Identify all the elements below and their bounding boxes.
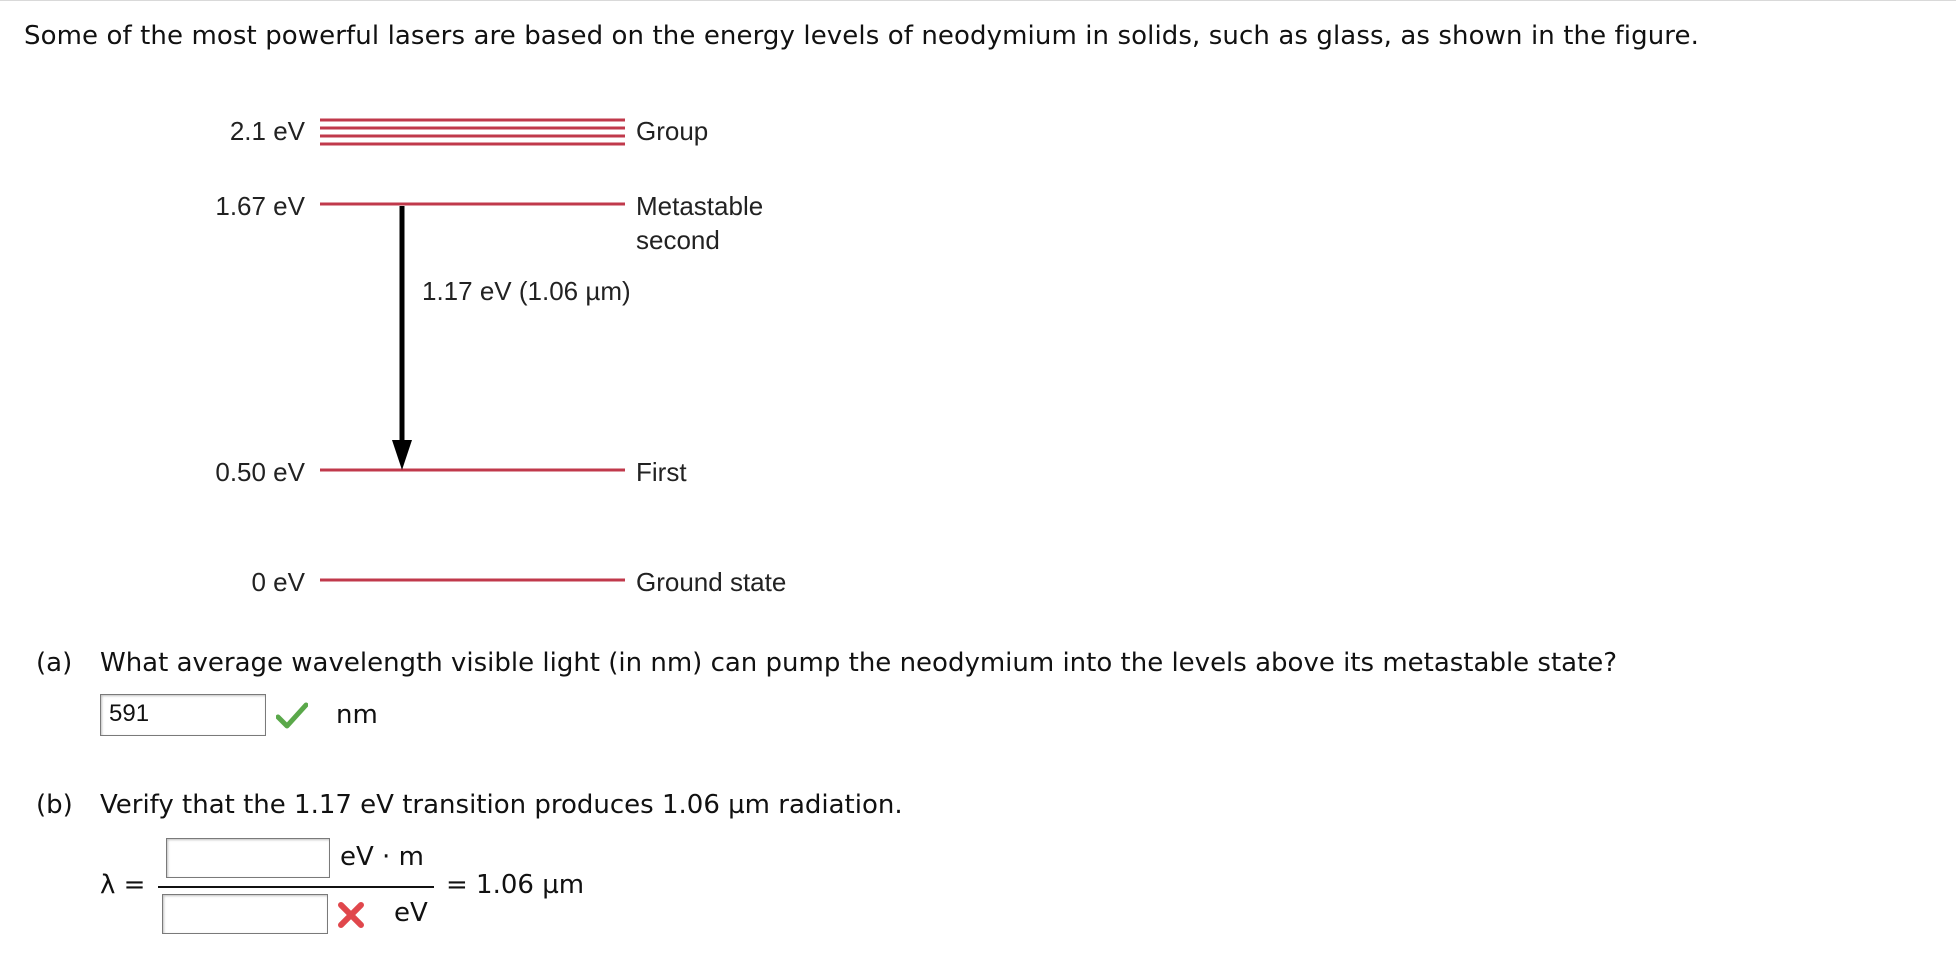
level-name-second: second	[636, 225, 720, 255]
energy-label-metastable: 1.67 eV	[215, 191, 305, 221]
part-b-text: Verify that the 1.17 eV transition produces 1.06 µm radiation.	[100, 790, 903, 820]
numerator-input[interactable]	[166, 838, 330, 878]
part-b-letter: (b)	[36, 790, 73, 820]
transition-label: 1.17 eV (1.06 µm)	[422, 276, 631, 306]
part-a-answer-input[interactable]: 591	[100, 694, 266, 736]
energy-label-first: 0.50 eV	[215, 457, 305, 487]
lambda-symbol: λ =	[100, 870, 146, 900]
part-a-question	[36, 648, 1617, 678]
check-icon	[276, 702, 308, 730]
part-a-unit: nm	[336, 700, 378, 730]
problem-intro: Some of the most powerful lasers are based on the energy levels of neodymium in solids, such as glass, as shown in the figure.	[24, 21, 1699, 51]
energy-label-ground: 0 eV	[251, 567, 305, 597]
x-mark-icon	[336, 900, 366, 930]
transition-arrow-head	[392, 440, 412, 470]
level-name-first: First	[636, 457, 687, 487]
energy-label-group: 2.1 eV	[229, 116, 305, 146]
part-a-letter: (a)	[36, 648, 73, 678]
fraction-bar	[158, 886, 434, 888]
level-group-lines	[320, 120, 625, 144]
part-b-question	[36, 790, 903, 820]
part-b-result: = 1.06 µm	[446, 870, 585, 900]
level-name-group: Group	[636, 116, 709, 146]
level-name-metastable: Metastable	[636, 191, 764, 221]
denominator-input[interactable]	[162, 894, 328, 934]
part-a-text: What average wavelength visible light (in nm) can pump the neodymium into the levels above its metastable state?	[100, 648, 1618, 678]
level-name-ground: Ground state	[636, 567, 787, 597]
numerator-unit: eV · m	[340, 842, 424, 872]
denominator-unit: eV	[394, 898, 428, 928]
